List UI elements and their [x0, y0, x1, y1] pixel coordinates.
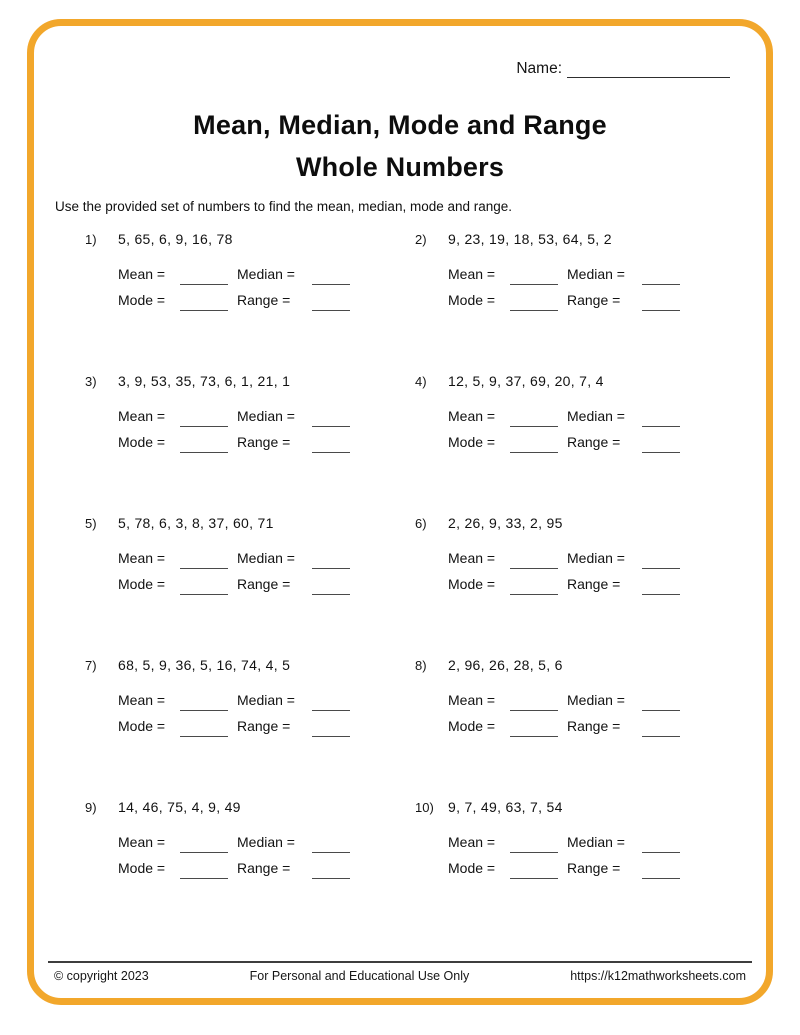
mode-answer-blank [180, 864, 228, 879]
problem-body [118, 657, 415, 740]
problem-number: 6) [415, 516, 427, 531]
mean-answer-blank [180, 696, 228, 711]
mode-label: Mode = [448, 718, 496, 734]
range-label: Range = [567, 860, 621, 876]
mode-range-line [118, 566, 415, 592]
mean-median-line [118, 398, 415, 424]
range-answer-blank [312, 722, 350, 737]
range-answer-blank [312, 296, 350, 311]
mean-answer-blank [180, 838, 228, 853]
mode-label: Mode = [118, 292, 166, 308]
problem-number-set: 68, 5, 9, 36, 5, 16, 74, 4, 5 [118, 657, 291, 673]
mean-label: Mean = [448, 408, 496, 424]
mode-range-line [448, 708, 745, 734]
mode-answer-blank [510, 296, 558, 311]
mean-median-line [118, 540, 415, 566]
name-label: Name: [516, 60, 562, 77]
mean-median-line [118, 824, 415, 850]
problem-item [85, 657, 415, 740]
problems-grid [85, 231, 747, 882]
range-label: Range = [237, 434, 291, 450]
problem-body [118, 515, 415, 598]
problem-number: 9) [85, 800, 97, 815]
mean-median-line [118, 682, 415, 708]
footer [48, 969, 752, 983]
problem-number-set: 9, 7, 49, 63, 7, 54 [448, 799, 563, 815]
mean-median-line [448, 682, 745, 708]
range-answer-blank [312, 580, 350, 595]
range-answer-blank [642, 296, 680, 311]
problem-number-set: 5, 65, 6, 9, 16, 78 [118, 231, 233, 247]
median-label: Median = [237, 266, 295, 282]
mode-answer-blank [510, 438, 558, 453]
range-answer-blank [642, 580, 680, 595]
median-answer-blank [312, 554, 350, 569]
mode-label: Mode = [118, 434, 166, 450]
median-label: Median = [567, 550, 625, 566]
median-answer-blank [642, 270, 680, 285]
problem-item [415, 373, 745, 456]
mean-median-line [448, 398, 745, 424]
problem-number-set: 2, 26, 9, 33, 2, 95 [448, 515, 563, 531]
title-line-2: Whole Numbers [295, 152, 505, 182]
mode-answer-blank [180, 580, 228, 595]
mean-answer-blank [180, 270, 228, 285]
problem-item [415, 231, 745, 314]
problem-item [415, 515, 745, 598]
median-label: Median = [237, 408, 295, 424]
problem-body [448, 799, 745, 882]
mode-label: Mode = [118, 576, 166, 592]
mode-range-line [118, 850, 415, 876]
median-answer-blank [312, 696, 350, 711]
mode-answer-blank [180, 296, 228, 311]
mode-label: Mode = [118, 860, 166, 876]
range-label: Range = [567, 434, 621, 450]
problem-number-set: 14, 46, 75, 4, 9, 49 [118, 799, 241, 815]
mean-median-line [118, 256, 415, 282]
mean-answer-blank [510, 696, 558, 711]
mode-label: Mode = [118, 718, 166, 734]
mean-median-line [448, 540, 745, 566]
range-label: Range = [237, 292, 291, 308]
mean-answer-blank [510, 270, 558, 285]
median-answer-blank [312, 270, 350, 285]
range-label: Range = [237, 576, 291, 592]
problem-number-set: 2, 96, 26, 28, 5, 6 [448, 657, 563, 673]
range-answer-blank [312, 438, 350, 453]
mode-label: Mode = [448, 860, 496, 876]
median-answer-blank [312, 838, 350, 853]
copyright-text: © copyright 2023 [54, 969, 149, 983]
worksheet-title [0, 104, 800, 188]
median-label: Median = [237, 550, 295, 566]
range-label: Range = [237, 860, 291, 876]
problem-item [85, 515, 415, 598]
range-label: Range = [237, 718, 291, 734]
problem-body [118, 373, 415, 456]
mode-range-line [118, 282, 415, 308]
problem-item [85, 373, 415, 456]
mean-answer-blank [180, 554, 228, 569]
median-label: Median = [567, 692, 625, 708]
mode-label: Mode = [448, 292, 496, 308]
name-blank-line [567, 61, 730, 78]
mean-answer-blank [510, 554, 558, 569]
problem-body [448, 373, 745, 456]
median-label: Median = [237, 692, 295, 708]
problem-body [448, 657, 745, 740]
problem-item [415, 657, 745, 740]
mean-answer-blank [180, 412, 228, 427]
mode-answer-blank [510, 722, 558, 737]
problem-item [85, 231, 415, 314]
mode-range-line [448, 282, 745, 308]
mean-median-line [448, 256, 745, 282]
median-answer-blank [642, 554, 680, 569]
problem-body [118, 231, 415, 314]
median-label: Median = [567, 408, 625, 424]
mode-range-line [448, 566, 745, 592]
mean-label: Mean = [448, 266, 496, 282]
problem-number: 2) [415, 232, 427, 247]
range-answer-blank [642, 722, 680, 737]
mean-answer-blank [510, 838, 558, 853]
median-answer-blank [642, 696, 680, 711]
mean-label: Mean = [118, 692, 166, 708]
problem-item [415, 799, 745, 882]
mode-label: Mode = [448, 434, 496, 450]
range-answer-blank [312, 864, 350, 879]
median-answer-blank [642, 838, 680, 853]
mean-label: Mean = [448, 834, 496, 850]
mean-label: Mean = [448, 692, 496, 708]
mode-label: Mode = [448, 576, 496, 592]
median-answer-blank [312, 412, 350, 427]
range-answer-blank [642, 864, 680, 879]
problem-number-set: 5, 78, 6, 3, 8, 37, 60, 71 [118, 515, 274, 531]
mode-answer-blank [510, 864, 558, 879]
mode-range-line [118, 424, 415, 450]
mean-answer-blank [510, 412, 558, 427]
mean-label: Mean = [118, 266, 166, 282]
mode-answer-blank [180, 438, 228, 453]
problem-item [85, 799, 415, 882]
mode-range-line [118, 708, 415, 734]
problem-body [448, 231, 745, 314]
site-url-link[interactable]: https://k12mathworksheets.com [570, 969, 746, 983]
median-label: Median = [567, 266, 625, 282]
mean-label: Mean = [448, 550, 496, 566]
problem-number-set: 12, 5, 9, 37, 69, 20, 7, 4 [448, 373, 604, 389]
range-label: Range = [567, 718, 621, 734]
instructions-text: Use the provided set of numbers to find the mean, median, mode and range. [55, 199, 513, 214]
problem-number: 5) [85, 516, 97, 531]
problem-number: 7) [85, 658, 97, 673]
footer-divider [48, 961, 752, 963]
mode-answer-blank [510, 580, 558, 595]
median-label: Median = [567, 834, 625, 850]
range-label: Range = [567, 576, 621, 592]
problem-number: 8) [415, 658, 427, 673]
problem-number: 10) [415, 800, 434, 815]
mean-label: Mean = [118, 408, 166, 424]
problem-body [448, 515, 745, 598]
name-row [516, 60, 730, 78]
mode-range-line [448, 850, 745, 876]
median-answer-blank [642, 412, 680, 427]
mean-median-line [448, 824, 745, 850]
problem-body [118, 799, 415, 882]
title-line-1: Mean, Median, Mode and Range [193, 110, 607, 140]
range-answer-blank [642, 438, 680, 453]
median-label: Median = [237, 834, 295, 850]
mean-label: Mean = [118, 834, 166, 850]
problem-number-set: 3, 9, 53, 35, 73, 6, 1, 21, 1 [118, 373, 291, 389]
mode-range-line [448, 424, 745, 450]
problem-number: 1) [85, 232, 97, 247]
usage-text: For Personal and Educational Use Only [249, 969, 470, 983]
problem-number-set: 9, 23, 19, 18, 53, 64, 5, 2 [448, 231, 612, 247]
range-label: Range = [567, 292, 621, 308]
mode-answer-blank [180, 722, 228, 737]
mean-label: Mean = [118, 550, 166, 566]
problem-number: 3) [85, 374, 97, 389]
problem-number: 4) [415, 374, 427, 389]
